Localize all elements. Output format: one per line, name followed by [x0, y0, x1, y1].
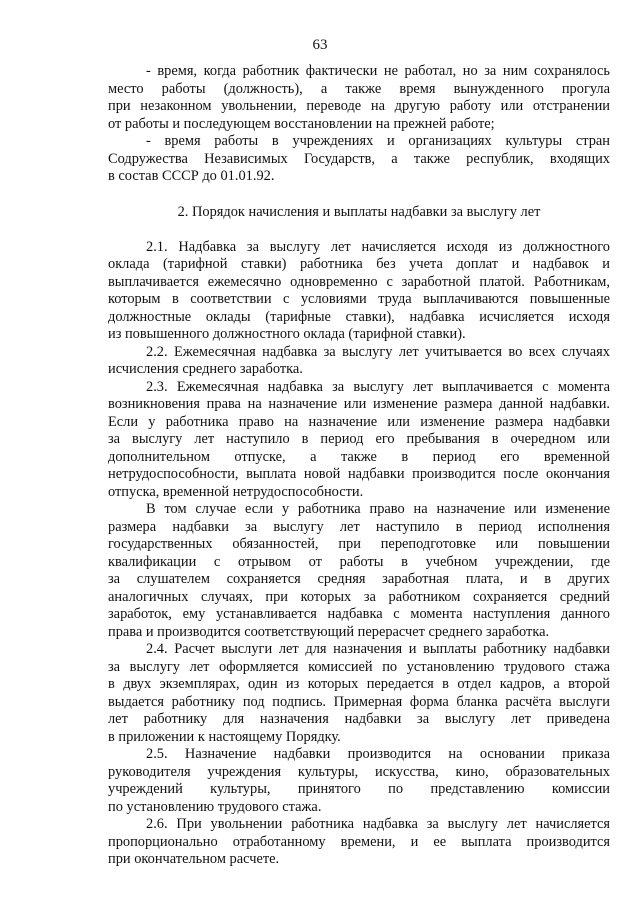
text-line: 2.1. Надбавка за выслугу лет начисляется исходя из должностного [146, 238, 610, 255]
text-line: в приложении к настоящему Порядку. [108, 728, 341, 745]
text-line: выплачивается ежемесячно одновременно с заработной платой. Работникам, [108, 273, 610, 290]
text-line: 2.6. При увольнении работника надбавка за выслугу лет начисляется [146, 816, 610, 832]
text-line: за выслугу лет наступило в период его пребывания в очередном или [108, 431, 610, 447]
text-line: за выслугу лет оформляется комиссией по установлению трудового стажа [108, 658, 610, 675]
text-line: по установлению трудового стажа. [108, 798, 322, 815]
text-line: В том случае если у работника право на назначение или изменение [146, 501, 610, 517]
page-number: 63 [312, 37, 328, 53]
text-line: квалификации с отрывом от работы в учебном учреждении, где [108, 553, 610, 570]
text-line: заработок, ему устанавливается надбавка с момента наступления данного [108, 606, 610, 622]
text-line: 2.2. Ежемесячная надбавка за выслугу лет учитывается во всех случаях [146, 343, 610, 360]
text-line: Если у работника право на назначение или изменение размера надбавки [108, 413, 610, 430]
text-line: при незаконном увольнении, переводе на другую работу или отстранении [108, 98, 610, 114]
text-line: дополнительном отпуске, а также в период его временной [108, 448, 610, 465]
text-line: отпуска, временной нетрудоспособности. [108, 483, 364, 500]
text-line: выдается работнику под подпись. Примерная форма бланка расчёта выслуги [108, 693, 610, 710]
text-line: - время работы в учреждениях и организациях культуры стран [146, 133, 610, 149]
text-line: из повышенного должностного оклада (тарифной ставки). [108, 326, 466, 342]
text-line: 2.5. Назначение надбавки производится на основании приказа [146, 746, 610, 762]
text-line: аналогичных случаях, при которых за работником сохраняется средний [108, 588, 610, 605]
text-line: пропорционально отработанному времени, и ее выплата производится [108, 833, 610, 850]
text-line: 2.4. Расчет выслуги лет для назначения и выплаты работнику надбавки [146, 641, 610, 657]
text-line: учреждений культуры, принятого по представлению комиссии [108, 781, 610, 797]
text-line: от работы и последующем восстановлении на прежней работе; [108, 115, 495, 132]
text-line: государственных обязанностей, при переподготовке или повышении [108, 536, 610, 552]
text-line: права и производится соответствующий перерасчет среднего заработка. [108, 623, 550, 640]
text-line: лет работнику для назначения надбавки за выслугу лет приведена [108, 711, 610, 727]
text-line: - время, когда работник фактически не работал, но за ним сохранялось [146, 63, 610, 79]
text-line: руководителя учреждения культуры, искусства, кино, образовательных [108, 763, 610, 780]
text-line: при окончательном расчете. [108, 851, 280, 867]
text-line: за слушателем сохраняется средняя заработная плата, и в других [108, 571, 610, 587]
text-line: в двух экземплярах, один из которых передается в отдел кадров, а второй [108, 676, 610, 692]
text-line: оклада (тарифной ставки) работника без учета доплат и надбавок и [108, 256, 610, 272]
text-line: Содружества Независимых Государств, а также республик, входящих [108, 150, 610, 167]
text-line: которым в соответствии с условиями труда выплачиваются повышенные [108, 291, 610, 307]
text-line: должностные оклады (тарифные ставки), надбавка исчисляется исходя [108, 308, 610, 325]
text-line: исчисления среднего заработка. [108, 361, 303, 377]
text-line: возникновения права на назначение или изменение размера данной надбавки. [108, 396, 610, 412]
document-body [108, 63, 610, 869]
text-line: в состав СССР до 01.01.92. [108, 168, 275, 184]
text-line: место работы (должность), а также время вынужденного прогула [108, 80, 610, 97]
text-line: нетрудоспособности, выплата новой надбавки производится после окончания [108, 466, 610, 482]
section-heading: 2. Порядок начисления и выплаты надбавки за выслугу лет [177, 203, 541, 220]
text-line: размера надбавки за выслугу лет наступило в период исполнения [108, 518, 610, 535]
text-line: 2.3. Ежемесячная надбавка за выслугу лет выплачивается с момента [146, 378, 610, 395]
